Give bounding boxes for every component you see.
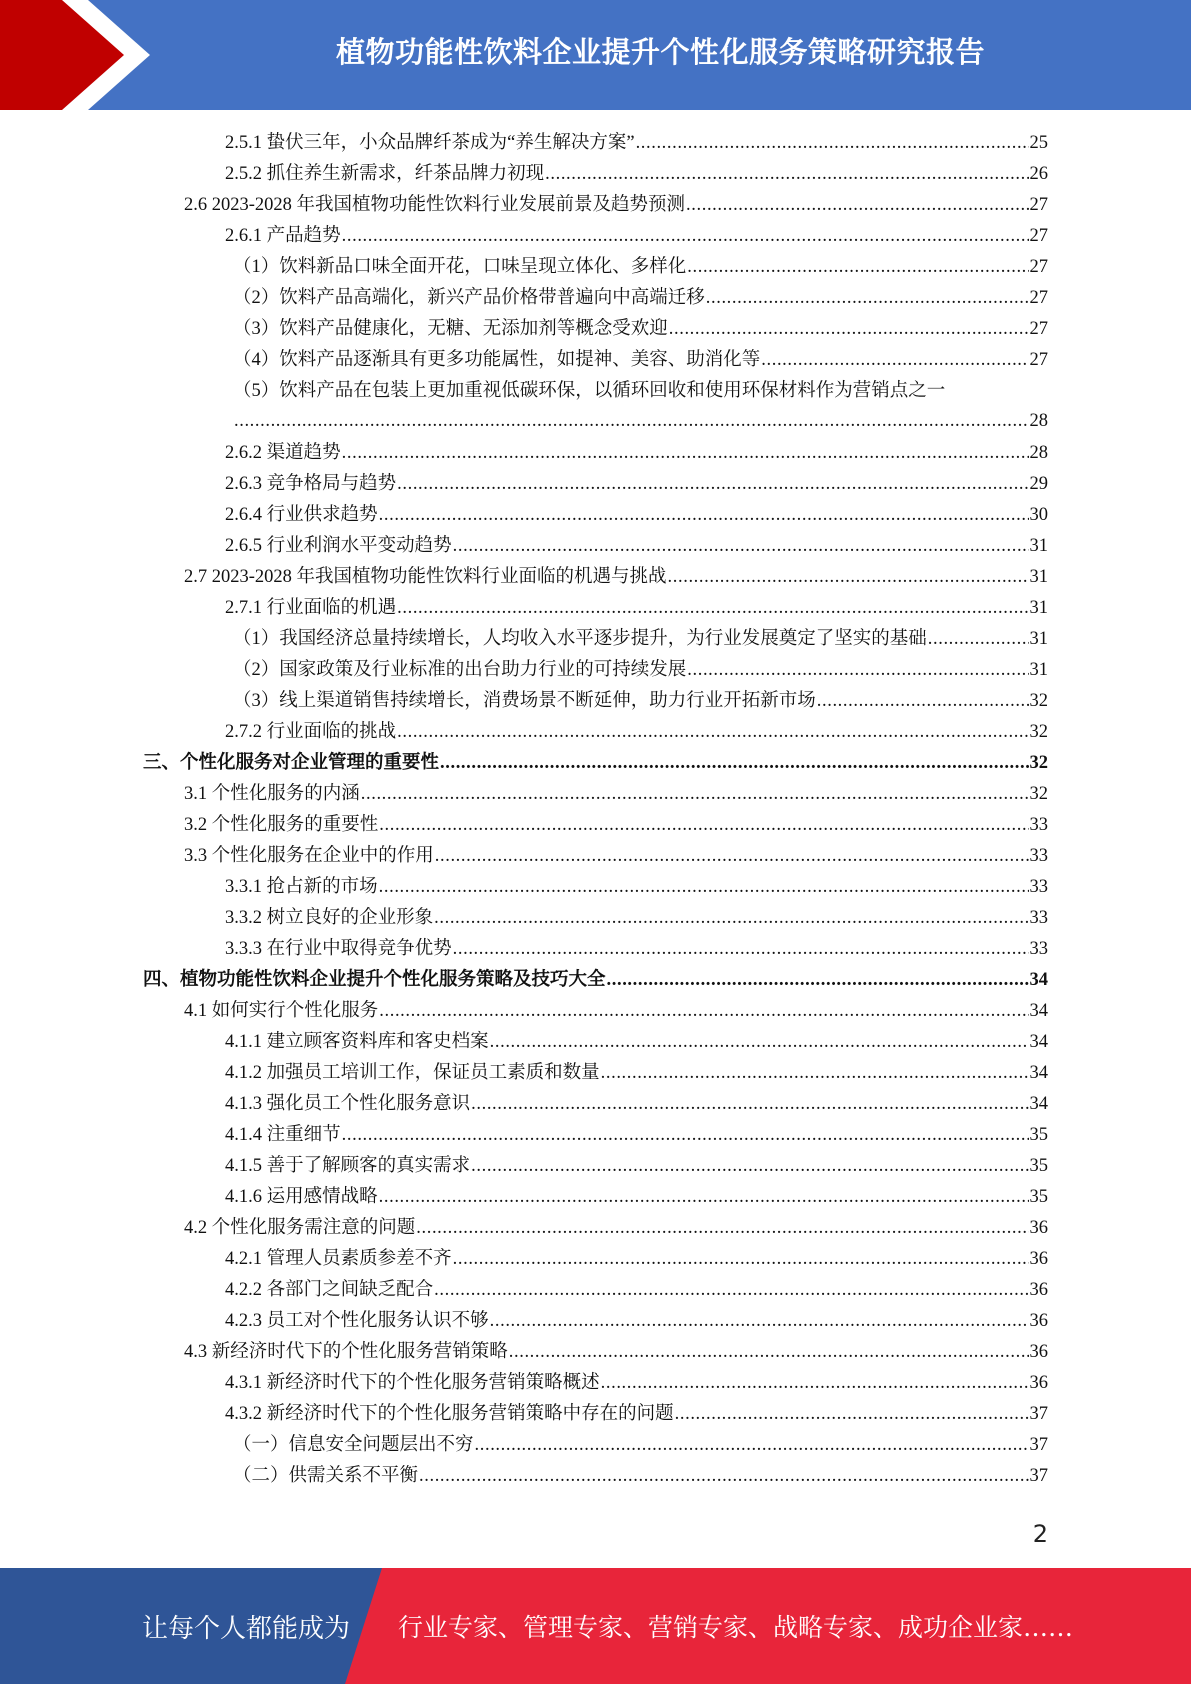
toc-page-number: 37 [1029,1404,1048,1424]
toc-page-number: 35 [1029,1156,1048,1176]
page-number: 2 [1032,1520,1048,1548]
toc-entry[interactable] [225,159,1048,189]
toc-page-number: 36 [1029,1373,1048,1393]
toc-entry-text: 4.2.1 管理人员素质参差不齐 [225,1249,452,1269]
toc-entry[interactable] [233,314,1048,344]
toc-page-number: 34 [1029,1094,1048,1114]
toc-entry[interactable] [184,810,1048,840]
toc-entry[interactable] [225,903,1048,933]
toc-leader-dots [545,159,1028,189]
toc-entry-text: 2.6.5 行业利润水平变动趋势 [225,536,452,556]
toc-page-number: 35 [1029,1125,1048,1145]
toc-entry-text: （3）饮料产品健康化，无糖、无添加剂等概念受欢迎 [233,319,668,339]
toc-leader-dots [342,221,1029,251]
toc-leader-dots [397,593,1028,623]
toc-page-number: 30 [1029,505,1048,525]
toc-entry[interactable] [225,221,1048,251]
toc-page-number: 31 [1029,598,1048,618]
toc-entry[interactable] [225,1027,1048,1057]
toc-entry-text: 2.5.1 蛰伏三年，小众品牌纤茶成为“养生解决方案” [225,133,635,153]
toc-entry-text: 4.3 新经济时代下的个性化服务营销策略 [184,1342,508,1362]
footer-banner [0,1568,1191,1684]
toc-entry[interactable] [225,438,1048,468]
toc-entry[interactable] [233,1461,1048,1491]
toc-entry-text: 4.1.2 加强员工培训工作，保证员工素质和数量 [225,1063,600,1083]
toc-entry-text: 3.3.1 抢占新的市场 [225,877,378,897]
toc-leader-dots [928,624,1029,654]
toc-leader-dots [379,872,1029,902]
toc-leader-dots [435,841,1029,871]
toc-page-number: 37 [1029,1466,1048,1486]
toc-page-number: 36 [1029,1280,1048,1300]
toc-entry[interactable] [233,1430,1048,1460]
toc-entry[interactable] [225,934,1048,964]
toc-entry[interactable] [184,1337,1048,1367]
toc-leader-dots [379,996,1028,1026]
toc-leader-dots [453,934,1029,964]
toc-entry[interactable] [233,624,1048,654]
toc-entry[interactable] [233,376,1048,436]
toc-leader-dots [397,469,1028,499]
toc-entry-text: （3）线上渠道销售持续增长，消费场景不断延伸，助力行业开拓新市场 [233,691,816,711]
toc-leader-dots [761,345,1028,375]
toc-page-number: 32 [1029,784,1048,804]
toc-entry[interactable] [233,686,1048,716]
toc-entry[interactable] [225,1399,1048,1429]
toc-entry-text: 4.3.1 新经济时代下的个性化服务营销策略概述 [225,1373,600,1393]
toc-entry[interactable] [225,1182,1048,1212]
toc-leader-dots [361,779,1029,809]
toc-entry[interactable] [225,469,1048,499]
toc-entry-text: 2.6.1 产品趋势 [225,226,341,246]
toc-page-number: 32 [1029,722,1048,742]
document-title: 植物功能性饮料企业提升个性化服务策略研究报告 [335,34,985,69]
toc-entry[interactable] [225,1368,1048,1398]
toc-leader-dots [607,965,1029,995]
toc-leader-dots [397,717,1028,747]
toc-leader-dots [419,1461,1028,1491]
toc-entry[interactable] [225,128,1048,158]
toc-entry[interactable] [233,252,1048,282]
toc-leader-dots [453,531,1029,561]
toc-leader-dots [668,562,1029,592]
toc-page-number: 31 [1029,629,1048,649]
toc-leader-dots [490,1306,1029,1336]
toc-entry-text: （二）供需关系不平衡 [233,1466,419,1486]
toc-entry-text: 2.5.2 抓住养生新需求，纤茶品牌力初现 [225,164,545,184]
toc-page-number: 36 [1029,1249,1048,1269]
header-banner [0,0,1191,110]
toc-entry[interactable] [184,779,1048,809]
toc-entry-text: （2）饮料产品高端化，新兴产品价格带普遍向中高端迁移 [233,288,705,308]
toc-page-number: 27 [1029,257,1048,277]
toc-entry[interactable] [184,841,1048,871]
toc-entry-text: 2.7 2023-2028 年我国植物功能性饮料行业面临的机遇与挑战 [184,567,667,587]
toc-leader-dots [509,1337,1029,1367]
toc-entry-text: 4.1.5 善于了解顾客的真实需求 [225,1156,471,1176]
toc-entry-text: 三、个性化服务对企业管理的重要性 [143,753,440,773]
toc-page-number: 27 [1029,350,1048,370]
toc-entry-text: （一）信息安全问题层出不穷 [233,1435,474,1455]
toc-leader-dots [817,686,1029,716]
toc-entry[interactable] [233,655,1048,685]
toc-leader-dots [434,903,1028,933]
toc-page-number: 34 [1029,1032,1048,1052]
toc-entry[interactable] [225,1244,1048,1274]
toc-entry[interactable] [225,1306,1048,1336]
toc-entry-text: 4.3.2 新经济时代下的个性化服务营销策略中存在的问题 [225,1404,674,1424]
toc-page-number: 25 [1029,133,1048,153]
toc-entry-text: 4.1.1 建立顾客资料库和客史档案 [225,1032,489,1052]
toc-leader-dots [636,128,1029,158]
toc-page-number: 34 [1029,1001,1048,1021]
toc-entry[interactable] [225,1120,1048,1150]
toc-leader-dots [490,1027,1029,1057]
toc-entry-text: 3.3.2 树立良好的企业形象 [225,908,434,928]
toc-entry-text: 2.6.3 竞争格局与趋势 [225,474,397,494]
toc-entry[interactable] [225,1151,1048,1181]
toc-leader-dots [675,1399,1029,1429]
toc-entry[interactable] [184,562,1048,592]
toc-leader-dots [342,438,1029,468]
toc-entry-text: 4.1.4 注重细节 [225,1125,341,1145]
toc-entry-text: 2.6.4 行业供求趋势 [225,505,378,525]
toc-page-number: 27 [1029,288,1048,308]
footer-slogan-left: 让每个人都能成为 [142,1613,351,1644]
toc-leader-dots [234,406,1029,436]
toc-entry[interactable] [143,965,1048,995]
toc-page-number: 28 [1029,443,1048,463]
toc-leader-dots [453,1244,1029,1274]
toc-page-number: 31 [1029,536,1048,556]
toc-entry-text: 2.7.1 行业面临的机遇 [225,598,397,618]
toc-leader-dots [440,748,1028,778]
toc-leader-dots [601,1058,1029,1088]
toc-page-number: 33 [1029,939,1048,959]
toc-entry-text: 3.3 个性化服务在企业中的作用 [184,846,434,866]
toc-leader-dots [471,1151,1028,1181]
toc-entry-text: 4.2.3 员工对个性化服务认识不够 [225,1311,489,1331]
toc-entry-text: 3.1 个性化服务的内涵 [184,784,360,804]
toc-entry-text: 2.6.2 渠道趋势 [225,443,341,463]
toc-page-number: 27 [1029,195,1048,215]
toc-page-number: 34 [1029,970,1048,990]
toc-entry-text: （1）饮料新品口味全面开花，口味呈现立体化、多样化 [233,257,687,277]
toc-page-number: 33 [1029,908,1048,928]
toc-page-number: 28 [1029,411,1048,431]
toc-entry[interactable] [225,1089,1048,1119]
toc-entry[interactable] [184,1213,1048,1243]
toc-entry-text: 2.7.2 行业面临的挑战 [225,722,397,742]
toc-entry-text: 2.6 2023-2028 年我国植物功能性饮料行业发展前景及趋势预测 [184,195,686,215]
toc-leader-dots [379,500,1029,530]
toc-page-number: 36 [1029,1342,1048,1362]
toc-entry-text: （2）国家政策及行业标准的出台助力行业的可持续发展 [233,660,687,680]
toc-page-number: 33 [1029,815,1048,835]
toc-leader-dots [687,252,1028,282]
toc-entry-text: （4）饮料产品逐渐具有更多功能属性，如提神、美容、助消化等 [233,350,761,370]
toc-entry-text: 4.1 如何实行个性化服务 [184,1001,379,1021]
toc-page-number: 27 [1029,226,1048,246]
toc-leader-dots [379,1182,1029,1212]
toc-entry-text: 4.2 个性化服务需注意的问题 [184,1218,416,1238]
toc-page-number: 34 [1029,1063,1048,1083]
footer-slogan-right: 行业专家、管理专家、营销专家、战略专家、成功企业家…… [398,1613,1074,1642]
toc-leader-dots [669,314,1029,344]
toc-leader-dots [434,1275,1028,1305]
toc-entry[interactable] [184,190,1048,220]
toc-page-number: 31 [1029,660,1048,680]
toc-entry[interactable] [233,345,1048,375]
toc-entry[interactable] [225,717,1048,747]
toc-entry-text: （5）饮料产品在包装上更加重视低碳环保，以循环回收和使用环保材料作为营销点之一 [233,381,946,401]
toc-entry[interactable] [225,593,1048,623]
toc-page-number: 35 [1029,1187,1048,1207]
toc-entry[interactable] [233,283,1048,313]
toc-entry-text: 4.1.3 强化员工个性化服务意识 [225,1094,471,1114]
toc-page-number: 32 [1029,691,1048,711]
toc-entry-text: （1）我国经济总量持续增长，人均收入水平逐步提升，为行业发展奠定了坚实的基础 [233,629,927,649]
toc-page-number: 36 [1029,1218,1048,1238]
toc-entry-text: 四、植物功能性饮料企业提升个性化服务策略及技巧大全 [143,970,606,990]
toc-entry[interactable] [225,872,1048,902]
toc-entry[interactable] [225,1058,1048,1088]
toc-entry-text: 4.2.2 各部门之间缺乏配合 [225,1280,434,1300]
toc-leader-dots [379,810,1028,840]
toc-leader-dots [342,1120,1029,1150]
toc-leader-dots [706,283,1029,313]
toc-leader-dots [416,1213,1028,1243]
toc-entry-text: 4.1.6 运用感情战略 [225,1187,378,1207]
toc-leader-dots [471,1089,1028,1119]
toc-entry[interactable] [143,748,1048,778]
toc-entry[interactable] [225,1275,1048,1305]
toc-page-number: 33 [1029,846,1048,866]
toc-page-number: 32 [1029,753,1048,773]
toc-leader-dots [475,1430,1029,1460]
toc-page-number: 37 [1029,1435,1048,1455]
toc-entry[interactable] [225,500,1048,530]
toc-leader-dots [686,190,1028,220]
toc-page-number: 36 [1029,1311,1048,1331]
toc-page-number: 33 [1029,877,1048,897]
toc-page-number: 26 [1029,164,1048,184]
toc-leader-dots [601,1368,1029,1398]
toc-entry[interactable] [184,996,1048,1026]
toc-page-number: 27 [1029,319,1048,339]
toc-leader-dots [687,655,1028,685]
toc-page-number: 31 [1029,567,1048,587]
toc-entry-text: 3.2 个性化服务的重要性 [184,815,379,835]
toc-entry-text: 3.3.3 在行业中取得竞争优势 [225,939,452,959]
toc-page-number: 29 [1029,474,1048,494]
toc-entry[interactable] [225,531,1048,561]
